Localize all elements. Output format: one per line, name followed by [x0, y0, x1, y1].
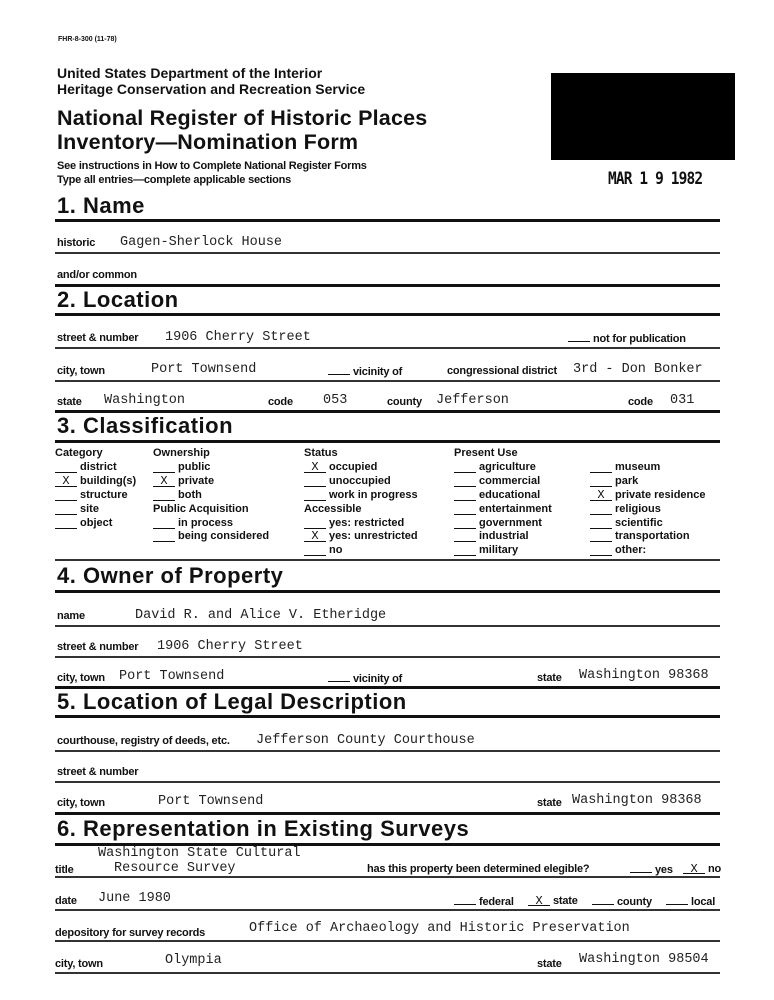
congressional-district-field[interactable]: 3rd - Don Bonker	[573, 362, 703, 377]
instructions-line2: Type all entries—complete applicable sections	[57, 174, 292, 186]
classification-column-present-use	[454, 447, 552, 558]
checkbox-work-in-progress[interactable]	[304, 489, 418, 503]
checkbox-label: in process	[178, 516, 234, 529]
owner-city-label: city, town	[57, 672, 105, 684]
checkbox-label: building(s)	[80, 474, 137, 487]
checkbox-label: unoccupied	[329, 474, 391, 487]
checkbox-entertainment[interactable]	[454, 503, 552, 517]
mark	[592, 895, 614, 905]
legal-street-label: street & number	[57, 766, 139, 778]
courthouse-field[interactable]: Jefferson County Courthouse	[256, 733, 475, 748]
column-heading: Status	[304, 447, 338, 459]
historic-name-field[interactable]: Gagen-Sherlock House	[120, 235, 283, 250]
redacted-block	[551, 73, 735, 160]
divider	[55, 876, 720, 878]
check-mark: X	[590, 490, 612, 501]
checkbox-private[interactable]	[153, 475, 269, 489]
checkbox-label: industrial	[479, 530, 529, 543]
vicinity-label: vicinity of	[353, 366, 403, 378]
mark	[454, 895, 476, 905]
check-mark	[590, 545, 612, 556]
form-id: FHR-8-300 (11-78)	[58, 36, 117, 43]
checkbox-label: being considered	[178, 530, 270, 543]
owner-city-field[interactable]: Port Townsend	[119, 669, 225, 684]
eligible-yes-checkbox[interactable]	[630, 863, 673, 876]
divider	[55, 625, 720, 627]
county-code-field[interactable]: 031	[670, 393, 695, 408]
survey-title-label: title	[55, 864, 74, 876]
checkbox-label: commercial	[479, 474, 541, 487]
column-heading: Public Acquisition	[153, 502, 249, 515]
owner-state-label: state	[537, 672, 562, 684]
county-code-label: code	[628, 396, 653, 408]
state-label: state	[57, 396, 82, 408]
section-5-heading: 5. Location of Legal Description	[57, 689, 407, 714]
city-field[interactable]: Port Townsend	[151, 362, 257, 377]
divider	[55, 909, 720, 911]
checkbox-no[interactable]	[304, 544, 418, 558]
column-heading: Ownership	[153, 447, 210, 459]
column-heading	[590, 447, 706, 461]
section-2-heading: 2. Location	[57, 287, 179, 312]
owner-state-field[interactable]: Washington 98368	[579, 668, 709, 683]
checkbox-label: district	[80, 460, 117, 473]
checkbox-military[interactable]	[454, 544, 552, 558]
divider	[55, 715, 720, 718]
checkbox-label: educational	[479, 488, 541, 501]
checkbox-label: scientific	[615, 516, 663, 529]
owner-name-label: name	[57, 610, 85, 622]
checkbox-label: transportation	[615, 530, 690, 543]
survey-city-label: city, town	[55, 958, 103, 970]
checkbox-park[interactable]	[590, 475, 706, 489]
not-for-publication-checkbox[interactable]	[568, 332, 686, 345]
check-mark	[55, 518, 77, 529]
survey-title-line2[interactable]: Resource Survey	[114, 861, 236, 876]
state-code-field[interactable]: 053	[323, 393, 348, 408]
checkbox-building-s[interactable]	[55, 475, 136, 489]
check-mark	[304, 476, 326, 487]
historic-label: historic	[57, 237, 96, 249]
city-label: city, town	[57, 365, 105, 377]
column-heading: Category	[55, 447, 103, 459]
state-label: state	[553, 895, 578, 907]
checkbox-agriculture[interactable]	[454, 461, 552, 475]
divider	[55, 559, 720, 561]
checkbox-unoccupied[interactable]	[304, 475, 418, 489]
checkbox-private-residence[interactable]	[590, 489, 706, 503]
check-mark	[590, 518, 612, 529]
checkbox-scientific[interactable]	[590, 517, 706, 531]
divider	[55, 252, 720, 254]
check-mark	[454, 518, 476, 529]
divider	[55, 590, 720, 593]
checkbox-educational[interactable]	[454, 489, 552, 503]
survey-date-label: date	[55, 895, 77, 907]
depository-label: depository for survey records	[55, 927, 206, 939]
check-mark	[454, 545, 476, 556]
checkbox-industrial[interactable]	[454, 530, 552, 544]
local-checkbox[interactable]	[666, 895, 715, 908]
survey-title-line1[interactable]: Washington State Cultural	[98, 846, 301, 861]
checkbox-yes-unrestricted[interactable]	[304, 530, 418, 544]
classification-column-present-use-2	[590, 447, 706, 558]
depository-field[interactable]: Office of Archaeology and Historic Preservation	[249, 921, 630, 936]
county-checkbox[interactable]	[592, 895, 652, 908]
checkbox-label: yes: unrestricted	[329, 530, 418, 543]
checkbox-label: military	[479, 544, 519, 557]
legal-city-label: city, town	[57, 797, 105, 809]
mark: X	[683, 864, 705, 874]
street-label: street & number	[57, 332, 139, 344]
checkbox-occupied[interactable]	[304, 461, 418, 475]
checkbox-structure[interactable]	[55, 489, 136, 503]
check-mark: X	[55, 476, 77, 487]
divider	[55, 781, 720, 783]
checkbox-in-process[interactable]	[153, 517, 269, 531]
section-6-heading: 6. Representation in Existing Surveys	[57, 816, 470, 841]
service-name: Heritage Conservation and Recreation Service	[57, 81, 366, 97]
checkbox-label: government	[479, 516, 542, 529]
checkbox-label: private	[178, 474, 215, 487]
checkbox-museum[interactable]	[590, 461, 706, 475]
state-field[interactable]: Washington	[104, 393, 186, 408]
divider	[55, 380, 720, 382]
checkbox-label: structure	[80, 488, 128, 501]
county-label: county	[387, 396, 422, 408]
common-label: and/or common	[57, 269, 137, 281]
divider	[55, 219, 720, 222]
divider	[55, 812, 720, 815]
checkbox-label: other:	[615, 544, 647, 557]
checkbox-being-considered[interactable]	[153, 530, 269, 544]
local-label: local	[691, 896, 716, 908]
congressional-district-label: congressional district	[447, 365, 557, 377]
divider	[55, 440, 720, 443]
code-label: code	[268, 396, 293, 408]
county-field[interactable]: Jefferson	[436, 393, 509, 408]
checkbox-commercial[interactable]	[454, 475, 552, 489]
check-mark	[454, 476, 476, 487]
classification-column-ownership	[153, 447, 269, 544]
divider	[55, 750, 720, 752]
vicinity-label: vicinity of	[353, 673, 403, 685]
classification-column-category	[55, 447, 136, 530]
form-title-line2: Inventory—Nomination Form	[57, 130, 359, 154]
nfp-label: not for publication	[593, 333, 686, 345]
survey-date-field[interactable]: June 1980	[98, 891, 171, 906]
survey-city-field[interactable]: Olympia	[165, 953, 222, 968]
mark	[630, 863, 652, 873]
checkbox-label: museum	[615, 460, 661, 473]
checkbox-object[interactable]	[55, 517, 136, 531]
section-1-heading: 1. Name	[57, 193, 145, 218]
divider	[55, 940, 720, 942]
checkbox-label: work in progress	[329, 488, 418, 501]
check-mark	[55, 504, 77, 515]
survey-state-label: state	[537, 958, 562, 970]
checkbox-label: both	[178, 488, 202, 501]
checkbox-label: occupied	[329, 460, 378, 473]
divider	[55, 656, 720, 658]
check-mark	[454, 462, 476, 473]
checkbox-public[interactable]	[153, 461, 269, 475]
check-mark	[153, 531, 175, 542]
state-checkbox[interactable]	[528, 895, 578, 907]
checkbox-transportation[interactable]	[590, 530, 706, 544]
check-mark	[153, 518, 175, 529]
checkbox-site[interactable]	[55, 503, 136, 517]
divider	[55, 972, 720, 974]
check-mark	[153, 490, 175, 501]
courthouse-label: courthouse, registry of deeds, etc.	[57, 735, 230, 747]
checkbox-label: agriculture	[479, 460, 536, 473]
legal-city-field[interactable]: Port Townsend	[158, 794, 264, 809]
check-mark	[304, 518, 326, 529]
section-4-heading: 4. Owner of Property	[57, 563, 284, 588]
eligible-question: has this property been determined elegible?	[367, 863, 590, 875]
checkbox-label: religious	[615, 502, 661, 515]
checkbox-district[interactable]	[55, 461, 136, 475]
department-name: United States Department of the Interior	[57, 65, 323, 81]
section-3-heading: 3. Classification	[57, 413, 234, 438]
received-date-stamp: MAR 1 9 1982	[608, 169, 703, 189]
divider	[55, 347, 720, 349]
yes-label: yes	[655, 864, 673, 876]
checkbox-religious[interactable]	[590, 503, 706, 517]
checkbox-label: private residence	[615, 488, 706, 501]
check-mark: X	[304, 462, 326, 473]
check-mark	[304, 545, 326, 556]
divider	[55, 313, 720, 316]
checkbox-label: yes: restricted	[329, 516, 405, 529]
street-field[interactable]: 1906 Cherry Street	[165, 330, 311, 345]
check-mark	[153, 462, 175, 473]
federal-checkbox[interactable]	[454, 895, 514, 908]
check-mark: X	[153, 476, 175, 487]
checkbox-label: park	[615, 474, 639, 487]
eligible-no-checkbox[interactable]	[683, 863, 721, 875]
check-mark	[590, 504, 612, 515]
mark	[666, 895, 688, 905]
owner-name-field[interactable]: David R. and Alice V. Etheridge	[135, 608, 387, 623]
checkbox-label: public	[178, 460, 211, 473]
vicinity-checkbox[interactable]	[328, 365, 402, 378]
checkbox-government[interactable]	[454, 517, 552, 531]
checkbox-label: object	[80, 516, 113, 529]
instructions-line1: See instructions in How to Complete National Register Forms	[57, 160, 367, 172]
federal-label: federal	[479, 896, 514, 908]
owner-street-label: street & number	[57, 641, 139, 653]
checkbox-label: site	[80, 502, 99, 515]
check-mark	[55, 462, 77, 473]
check-mark	[454, 531, 476, 542]
no-label: no	[708, 863, 722, 875]
legal-state-field[interactable]: Washington 98368	[572, 793, 702, 808]
form-title-line1: National Register of Historic Places	[57, 106, 428, 130]
survey-state-field[interactable]: Washington 98504	[579, 952, 709, 967]
checkbox-label: no	[329, 544, 343, 557]
owner-street-field[interactable]: 1906 Cherry Street	[157, 639, 303, 654]
check-mark	[590, 462, 612, 473]
check-mark	[55, 490, 77, 501]
check-mark	[590, 531, 612, 542]
check-mark	[304, 490, 326, 501]
column-heading: Present Use	[454, 447, 518, 459]
legal-state-label: state	[537, 797, 562, 809]
check-mark: X	[304, 531, 326, 542]
checkbox-both[interactable]	[153, 489, 269, 503]
owner-vicinity-checkbox[interactable]	[328, 672, 402, 685]
mark: X	[528, 896, 550, 906]
county-label: county	[617, 896, 652, 908]
check-mark	[454, 490, 476, 501]
check-mark	[454, 504, 476, 515]
checkbox-other[interactable]	[590, 544, 706, 558]
checkbox-yes-restricted[interactable]	[304, 517, 418, 531]
check-mark	[590, 476, 612, 487]
checkbox-label: entertainment	[479, 502, 552, 515]
classification-column-status	[304, 447, 418, 558]
column-heading: Accessible	[304, 502, 362, 515]
